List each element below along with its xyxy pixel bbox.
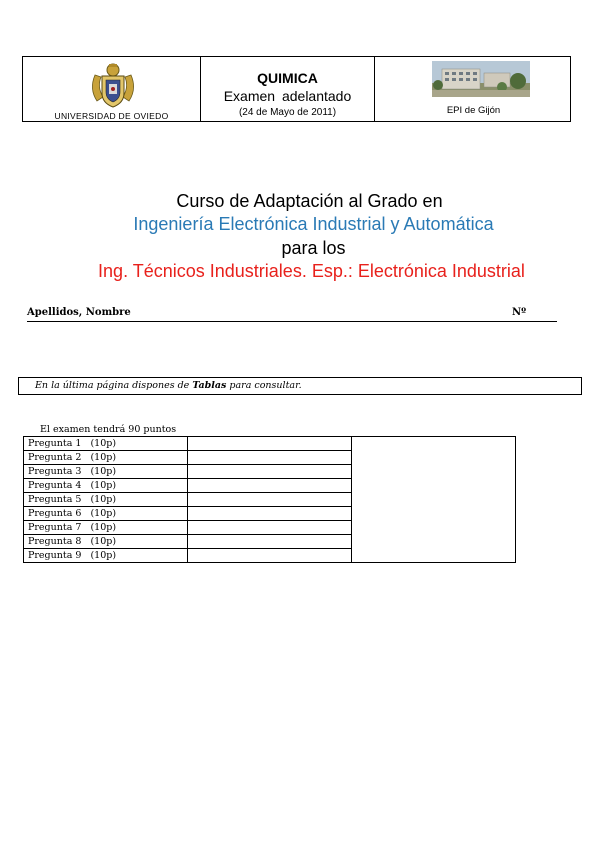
question-label: Pregunta 7 (10p) [24, 521, 188, 535]
school-name: EPI de Gijón [446, 105, 501, 116]
university-name: UNIVERSIDAD DE OVIEDO [54, 111, 169, 121]
university-crest-logo [87, 61, 139, 109]
question-score-cell[interactable] [188, 493, 352, 507]
university-cell [23, 57, 201, 121]
exam-type: Examen adelantado [223, 88, 352, 104]
note-text-after: para consultar. [226, 380, 302, 391]
course-title-line3: para los [281, 238, 346, 258]
course-title-line1: Curso de Adaptación al Grado en [176, 191, 443, 211]
question-label: Pregunta 2 (10p) [24, 451, 188, 465]
question-score-cell[interactable] [188, 549, 352, 563]
school-cell [375, 57, 572, 121]
question-score-cell[interactable] [188, 521, 352, 535]
score-table [23, 436, 516, 563]
course-title-degree: Ingeniería Electrónica Industrial y Automática [133, 214, 494, 234]
subject-title: QUIMICA [257, 70, 318, 86]
question-label: Pregunta 5 (10p) [24, 493, 188, 507]
tables-note [35, 380, 302, 391]
note-text-before: En la última página dispones de [35, 380, 193, 391]
question-score-cell[interactable] [188, 437, 352, 451]
exam-header [22, 56, 571, 122]
points-caption: El examen tendrá 90 puntos [40, 424, 177, 435]
course-title-specialty: Ing. Técnicos Industriales. Esp.: Electrónica Industrial [98, 261, 525, 281]
exam-title-cell [201, 57, 375, 121]
question-label: Pregunta 1 (10p) [24, 437, 188, 451]
question-label: Pregunta 9 (10p) [24, 549, 188, 563]
question-label: Pregunta 6 (10p) [24, 507, 188, 521]
total-score-cell[interactable] [352, 437, 516, 563]
exam-date: (24 de Mayo de 2011) [238, 107, 337, 118]
tables-note-box [18, 377, 582, 395]
question-score-cell[interactable] [188, 535, 352, 549]
question-label: Pregunta 8 (10p) [24, 535, 188, 549]
question-label: Pregunta 3 (10p) [24, 465, 188, 479]
question-label: Pregunta 4 (10p) [24, 479, 188, 493]
campus-building-photo [432, 61, 530, 97]
question-score-cell[interactable] [188, 451, 352, 465]
question-score-cell[interactable] [188, 465, 352, 479]
table-row [24, 437, 516, 451]
note-tables-word: Tablas [192, 380, 227, 391]
question-score-cell[interactable] [188, 479, 352, 493]
student-name-line[interactable] [27, 306, 557, 322]
question-score-cell[interactable] [188, 507, 352, 521]
number-label: Nº [512, 307, 527, 318]
name-label: Apellidos, Nombre [27, 307, 131, 318]
